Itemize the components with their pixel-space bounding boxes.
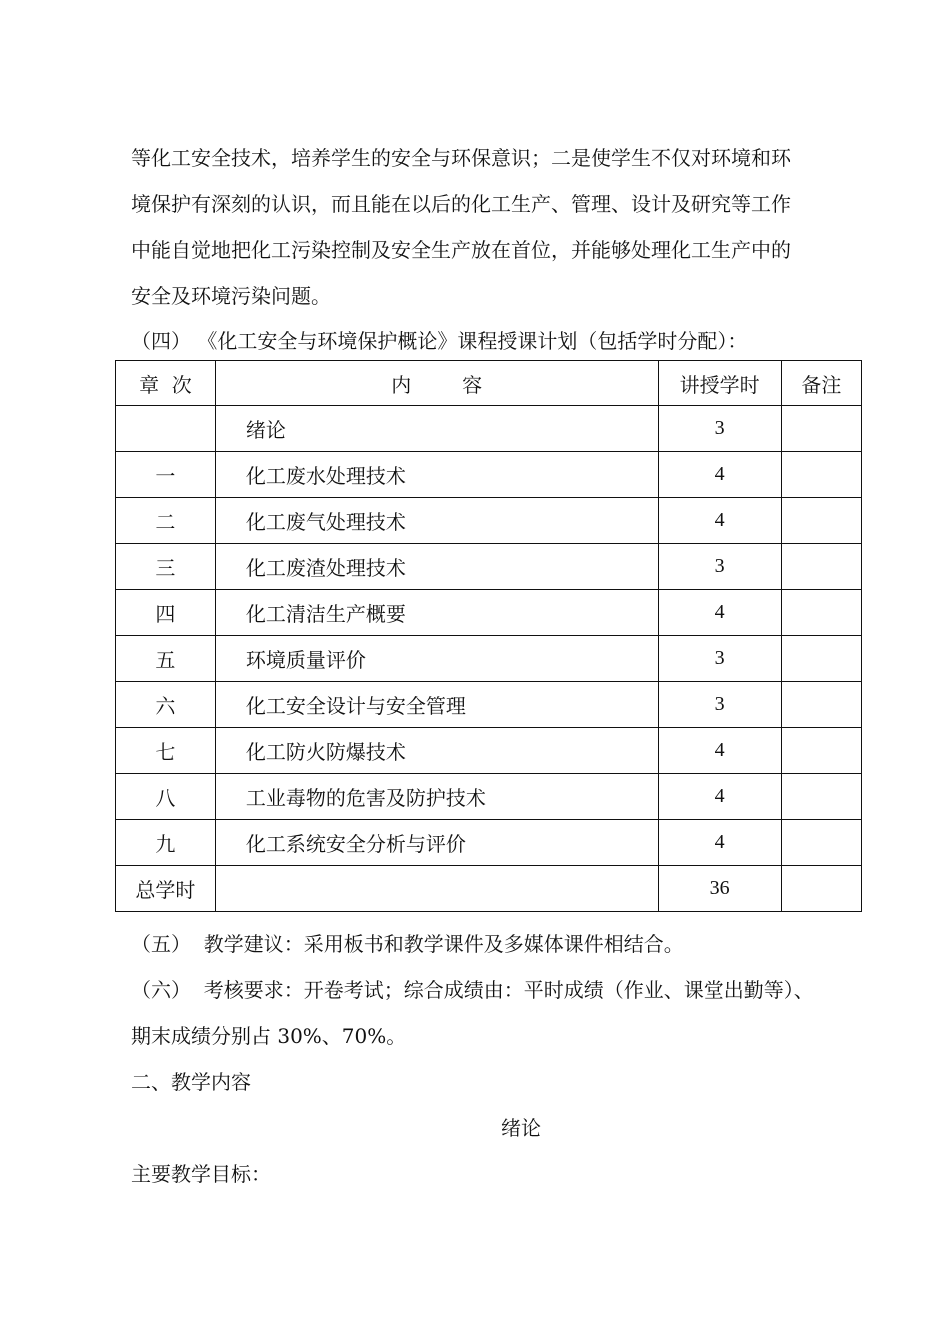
row-hours: 3 [658,682,781,728]
course-plan-table [115,360,862,912]
table-row [116,590,862,636]
row-content: 绪论 [215,406,658,452]
row-note [781,682,861,728]
header-chapter: 章 次 [116,361,216,406]
section-2-heading: 二、教学内容 [131,1070,251,1094]
row-note [781,452,861,498]
table-row [116,544,862,590]
total-content [215,866,658,912]
table-row [116,498,862,544]
header-hours: 讲授学时 [658,361,781,406]
intro-line: 等化工安全技术，培养学生的安全与环保意识；二是使学生不仅对环境和环 [131,146,791,170]
row-hours: 4 [658,728,781,774]
section-6-paragraph [131,967,851,1059]
intro-line: 中能自觉地把化工污染控制及安全生产放在首位，并能够处理化工生产中的 [131,238,791,262]
section-6-line: 期末成绩分别占 30%、70%。 [131,1024,407,1048]
row-hours: 4 [658,590,781,636]
row-content: 化工安全设计与安全管理 [215,682,658,728]
table-row [116,636,862,682]
intro-paragraph [131,135,851,319]
row-hours: 4 [658,820,781,866]
row-chapter: 九 [116,820,216,866]
total-note [781,866,861,912]
intro-line: 安全及环境污染问题。 [131,284,331,308]
row-content: 化工清洁生产概要 [215,590,658,636]
row-chapter: 五 [116,636,216,682]
section-4-heading: （四） 《化工安全与环境保护概论》课程授课计划（包括学时分配）： [131,329,748,353]
row-hours: 4 [658,452,781,498]
section-6-line: （六） 考核要求：开卷考试；综合成绩由：平时成绩（作业、课堂出勤等）、 [131,978,814,1002]
row-note [781,498,861,544]
header-content: 内 容 [215,361,658,406]
row-chapter: 四 [116,590,216,636]
row-hours: 3 [658,406,781,452]
row-chapter: 三 [116,544,216,590]
table-total-row [116,866,862,912]
row-chapter: 二 [116,498,216,544]
table-row [116,728,862,774]
row-chapter: 一 [116,452,216,498]
row-note [781,728,861,774]
row-chapter [116,406,216,452]
row-note [781,820,861,866]
total-label: 总学时 [116,866,216,912]
row-hours: 3 [658,544,781,590]
row-content: 工业毒物的危害及防护技术 [215,774,658,820]
row-note [781,590,861,636]
section-5-text: （五） 教学建议：采用板书和教学课件及多媒体课件相结合。 [131,932,684,956]
header-note: 备注 [781,361,861,406]
table-row [116,406,862,452]
table-row [116,452,862,498]
row-chapter: 八 [116,774,216,820]
chapter-title: 绪论 [501,1116,541,1140]
row-content: 化工废水处理技术 [215,452,658,498]
table-row [116,820,862,866]
row-note [781,406,861,452]
row-chapter: 六 [116,682,216,728]
row-note [781,636,861,682]
row-hours: 4 [658,774,781,820]
goal-label: 主要教学目标： [131,1162,271,1186]
total-hours: 36 [658,866,781,912]
table-row [116,682,862,728]
row-hours: 4 [658,498,781,544]
row-note [781,544,861,590]
row-content: 化工防火防爆技术 [215,728,658,774]
row-hours: 3 [658,636,781,682]
intro-line: 境保护有深刻的认识，而且能在以后的化工生产、管理、设计及研究等工作 [131,192,791,216]
row-content: 环境质量评价 [215,636,658,682]
row-content: 化工系统安全分析与评价 [215,820,658,866]
row-chapter: 七 [116,728,216,774]
row-content: 化工废渣处理技术 [215,544,658,590]
row-note [781,774,861,820]
row-content: 化工废气处理技术 [215,498,658,544]
table-row [116,774,862,820]
table-header-row [116,361,862,406]
